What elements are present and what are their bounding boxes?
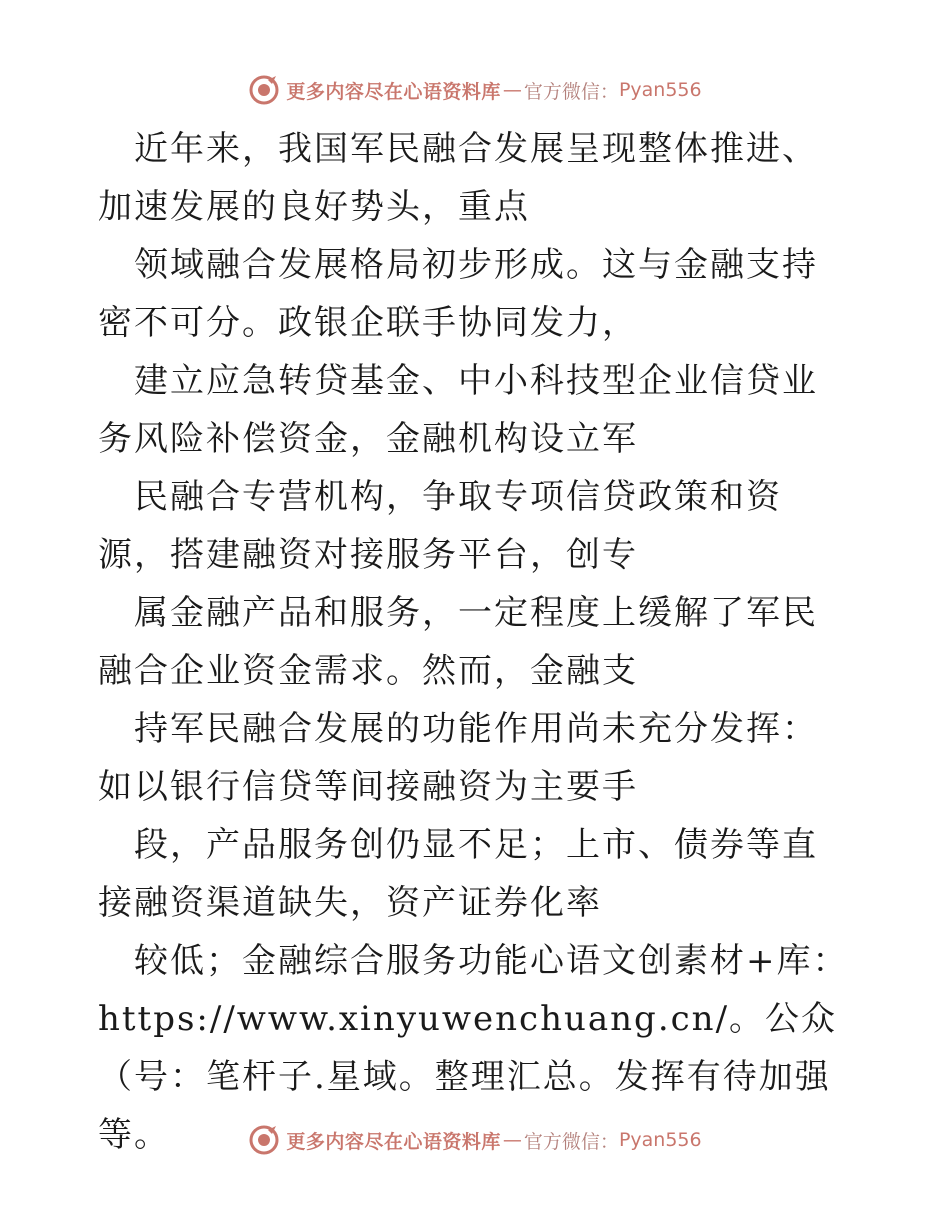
footer-watermark — [0, 1118, 950, 1162]
footer-wechat-id: Pyan556 — [618, 1129, 702, 1151]
header-separator: — — [502, 79, 522, 101]
paragraph-5: 属金融产品和服务，一定程度上缓解了军民融合企业资金需求。然而，金融支 — [98, 593, 818, 691]
header-brand-text: 更多内容尽在心语资料库 — [286, 80, 501, 103]
paragraph-2: 领域融合发展格局初步形成。这与金融支持密不可分。政银企联手协同发力， — [98, 245, 818, 343]
paragraph-6: 持军民融合发展的功能作用尚未充分发挥：如以银行信贷等间接融资为主要手 — [98, 709, 818, 807]
paragraph-4: 民融合专营机构，争取专项信贷政策和资源，搭建融资对接服务平台，创专 — [98, 477, 782, 575]
paragraph-7: 段，产品服务创仍显不足；上市、债券等直接融资渠道缺失，资产证券化率 — [98, 825, 818, 923]
document-body — [98, 120, 852, 1164]
footer-brand-text: 更多内容尽在心语资料库 — [286, 1130, 501, 1153]
logo-icon — [248, 74, 280, 106]
header-wechat-id: Pyan556 — [618, 79, 702, 101]
paragraph-8: 较低；金融综合服务功能心语文创素材+库：https://www.xinyuwenchuang.cn/。公众（号：笔杆子.星域。整理汇总。发挥有待加强等。 — [98, 941, 849, 1155]
footer-wechat-label: 官方微信： — [523, 1130, 619, 1153]
header-watermark — [0, 68, 950, 112]
header-wechat-label: 官方微信： — [523, 80, 619, 103]
paragraph-1: 近年来，我国军民融合发展呈现整体推进、加速发展的良好势头，重点 — [98, 129, 818, 227]
footer-separator: — — [502, 1129, 522, 1151]
logo-icon — [248, 1124, 280, 1156]
paragraph-3: 建立应急转贷基金、中小科技型企业信贷业务风险补偿资金，金融机构设立军 — [98, 361, 818, 459]
